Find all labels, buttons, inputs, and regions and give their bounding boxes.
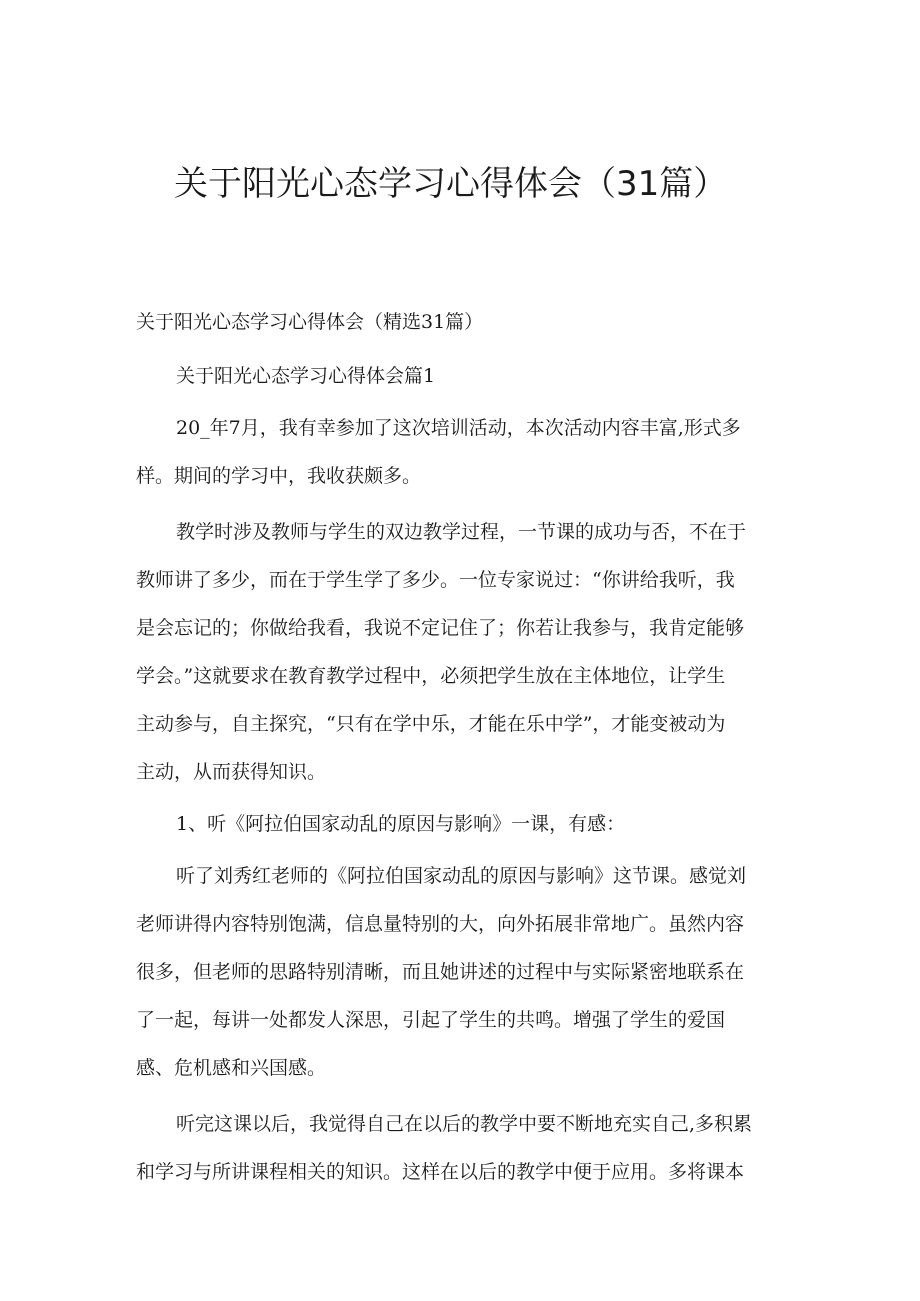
paragraph-line: 样。期间的学习中，我收获颇多。 xyxy=(136,465,422,487)
paragraph-2 xyxy=(136,508,796,796)
paragraph-line: 教师讲了多少，而在于学生学了多少。一位专家说过：“你讲给我听，我 xyxy=(136,569,735,591)
paragraph-line: 老师讲得内容特别饱满，信息量特别的大，向外拓展非常地广。虽然内容 xyxy=(136,913,745,935)
document-body xyxy=(136,302,796,1204)
list-item-1: 1、听《阿拉伯国家动乱的原因与影响》一课，有感： xyxy=(176,813,626,835)
document-title: 关于阳光心态学习心得体会（31篇） xyxy=(174,164,728,204)
paragraph-line: 是会忘记的；你做给我看，我说不定记住了；你若让我参与，我肯定能够 xyxy=(136,617,745,639)
paragraph-line: 主动，从而获得知识。 xyxy=(136,761,327,783)
paragraph-line: 教学时涉及教师与学生的双边教学过程，一节课的成功与否，不在于 xyxy=(176,521,747,543)
paragraph-line: 主动参与，自主探究，“只有在学中乐，才能在乐中学”，才能变被动为 xyxy=(136,713,726,735)
paragraph-line: 听了刘秀红老师的《阿拉伯国家动乱的原因与影响》这节课。感觉刘 xyxy=(176,865,747,887)
paragraph-line: 很多，但老师的思路特别清晰，而且她讲述的过程中与实际紧密地联系在 xyxy=(136,961,745,983)
paragraph-3 xyxy=(136,852,796,1092)
paragraph-4 xyxy=(136,1100,796,1196)
paragraph-line: 学会。”这就要求在教育教学过程中，必须把学生放在主体地位，让学生 xyxy=(136,665,726,687)
paragraph-line: 了一起，每讲一处都发人深思，引起了学生的共鸣。增强了学生的爱国 xyxy=(136,1009,726,1031)
paragraph-line: 听完这课以后，我觉得自己在以后的教学中要不断地充实自己,多积累 xyxy=(176,1113,753,1135)
paragraph-1 xyxy=(136,404,796,500)
document-subtitle: 关于阳光心态学习心得体会（精选31篇） xyxy=(136,311,484,333)
section-heading: 关于阳光心态学习心得体会篇1 xyxy=(176,365,436,387)
paragraph-line: 感、危机感和兴国感。 xyxy=(136,1057,327,1079)
paragraph-line: 和学习与所讲课程相关的知识。这样在以后的教学中便于应用。多将课本 xyxy=(136,1161,745,1183)
paragraph-line: 20_年7月，我有幸参加了这次培训活动，本次活动内容丰富,形式多 xyxy=(176,417,741,439)
